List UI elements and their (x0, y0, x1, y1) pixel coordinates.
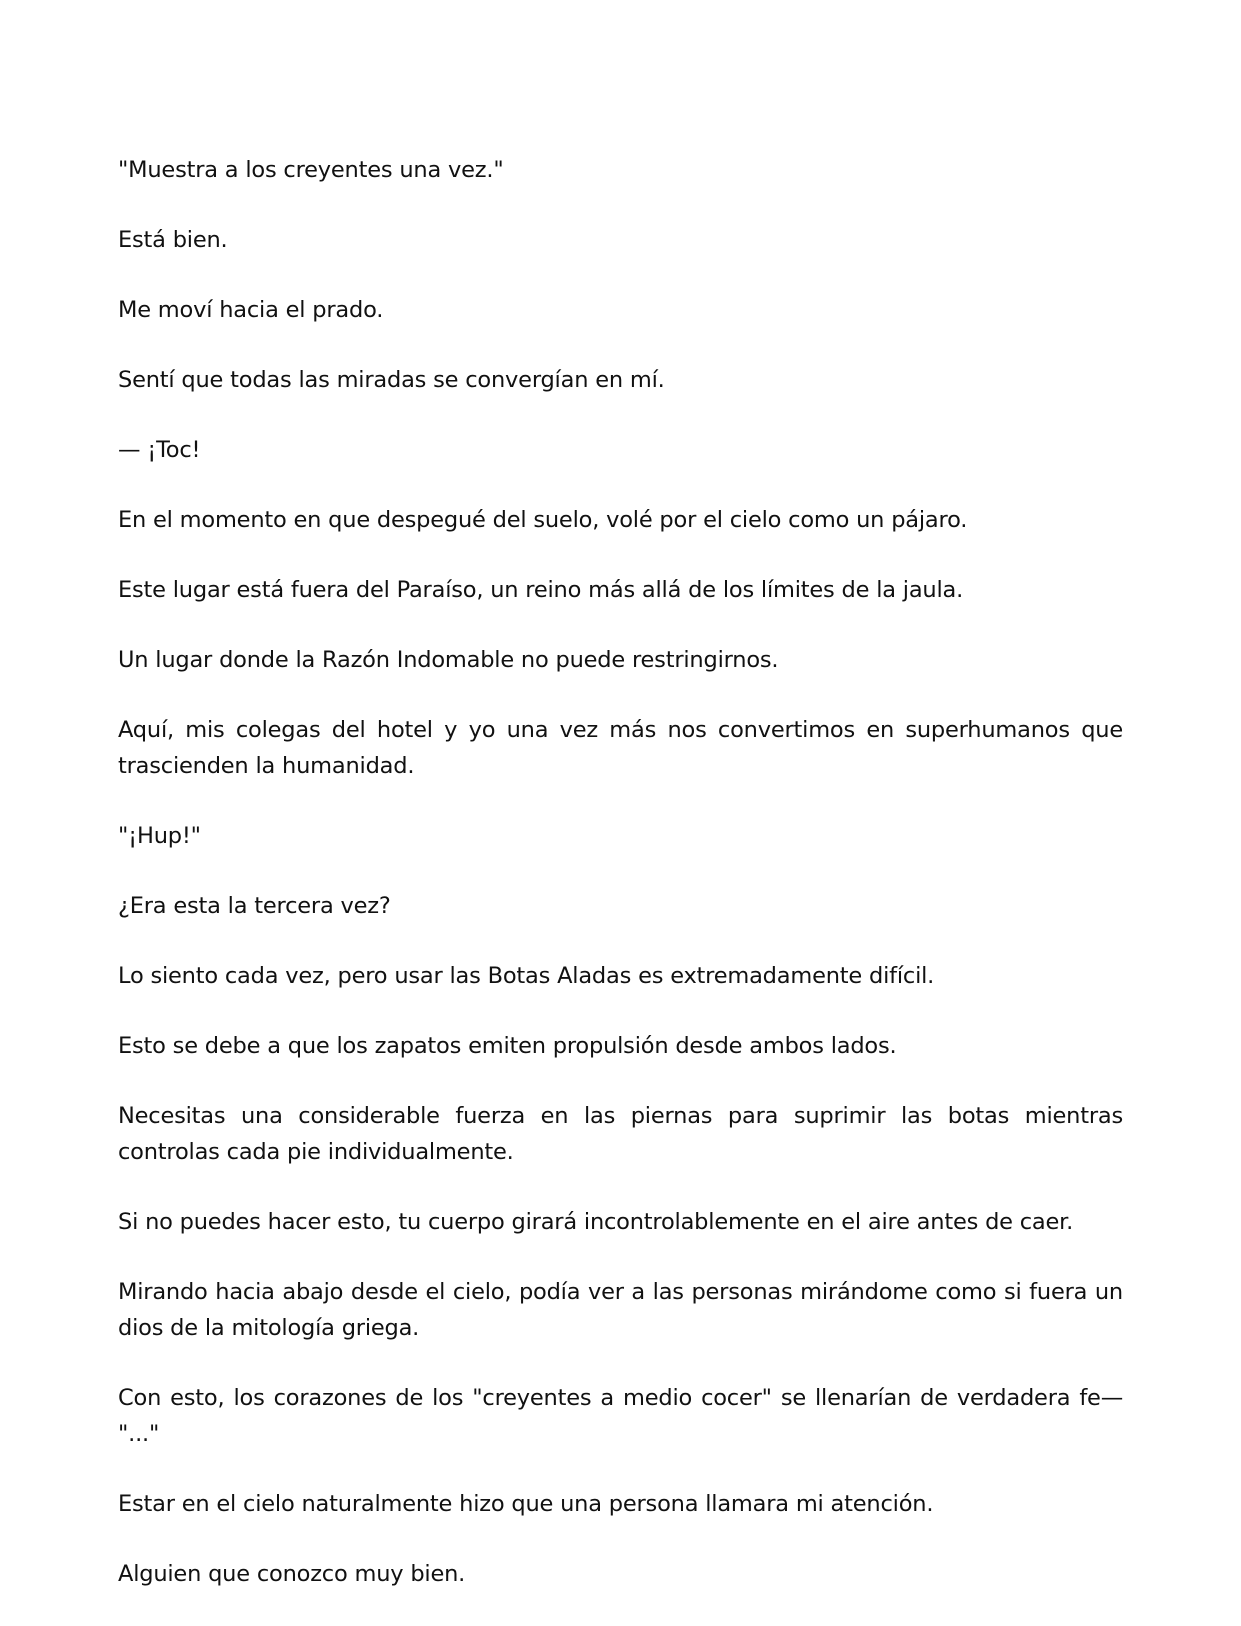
paragraph-2: Está bien. (118, 227, 228, 253)
paragraph-15: Si no puedes hacer esto, tu cuerpo girará incontrolablemente en el aire antes de caer. (118, 1209, 1074, 1235)
paragraph-14: Necesitas una considerable fuerza en las piernas para suprimir las botas mientras controlas cada pie individualmente. (118, 1103, 1123, 1165)
paragraph-8: Un lugar donde la Razón Indomable no puede restringirnos. (118, 647, 779, 673)
paragraph-18: Estar en el cielo naturalmente hizo que una persona llamara mi atención. (118, 1491, 934, 1517)
paragraph-3: Me moví hacia el prado. (118, 297, 384, 323)
paragraph-5: — ¡Toc! (118, 437, 201, 463)
paragraph-17: Con esto, los corazones de los "creyentes a medio cocer" se llenarían de verdadera fe— "..." (118, 1385, 1123, 1447)
paragraph-9: Aquí, mis colegas del hotel y yo una vez más nos convertimos en superhumanos que trascienden la humanidad. (118, 717, 1123, 779)
paragraph-4: Sentí que todas las miradas se convergían en mí. (118, 367, 665, 393)
paragraph-13: Esto se debe a que los zapatos emiten propulsión desde ambos lados. (118, 1033, 897, 1059)
paragraph-11: ¿Era esta la tercera vez? (118, 893, 391, 919)
paragraph-1: "Muestra a los creyentes una vez." (118, 157, 504, 183)
paragraph-12: Lo siento cada vez, pero usar las Botas Aladas es extremadamente difícil. (118, 963, 935, 989)
paragraph-7: Este lugar está fuera del Paraíso, un reino más allá de los límites de la jaula. (118, 577, 964, 603)
paragraph-6: En el momento en que despegué del suelo, volé por el cielo como un pájaro. (118, 507, 968, 533)
paragraph-19: Alguien que conozco muy bien. (118, 1561, 466, 1587)
paragraph-10: "¡Hup!" (118, 823, 201, 849)
paragraph-16: Mirando hacia abajo desde el cielo, podía ver a las personas mirándome como si fuera un dios de la mitología griega. (118, 1279, 1123, 1341)
document-body (118, 152, 1123, 1626)
